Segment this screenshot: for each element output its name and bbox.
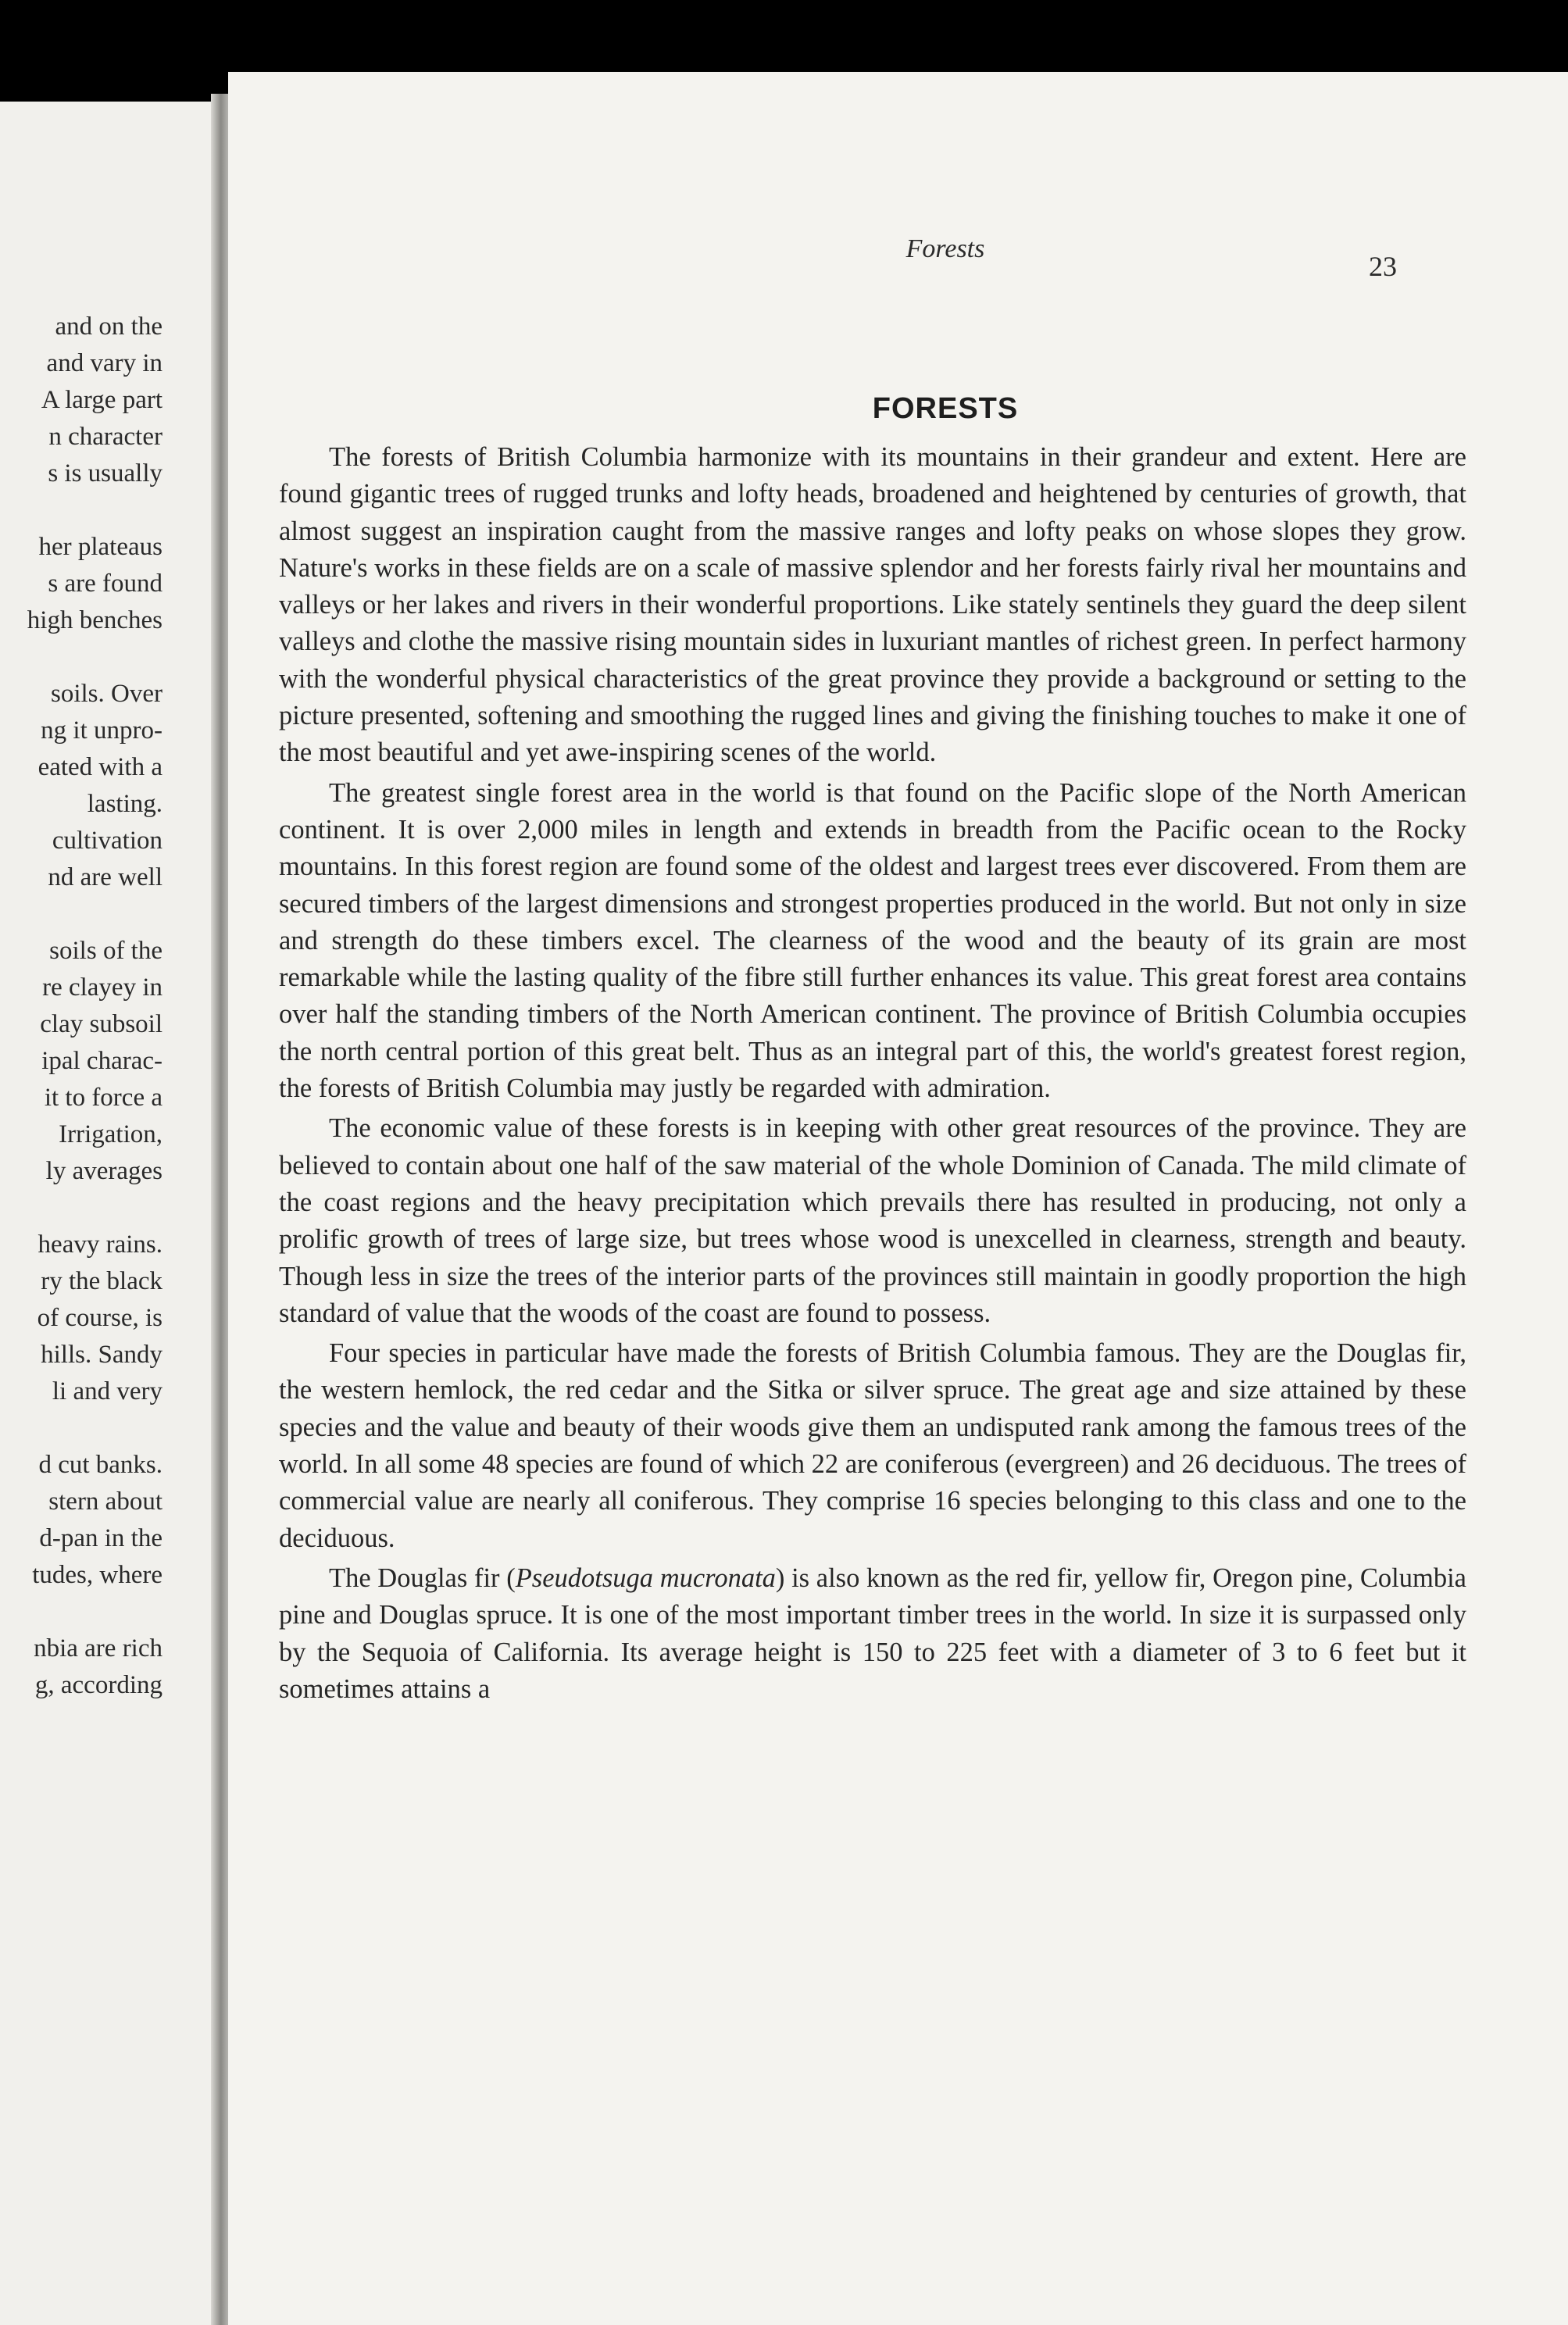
left-page-line: Irrigation,: [59, 1120, 163, 1148]
left-page-line: her plateaus: [38, 533, 163, 561]
left-page-line: d-pan in the: [39, 1524, 163, 1552]
left-page: [0, 102, 217, 2325]
running-head: Forests: [905, 234, 985, 263]
left-page-line: ipal charac-: [41, 1047, 163, 1075]
paragraph: The forests of British Columbia harmonize with its mountains in their grandeur and extent. Here are found gigantic trees of rugged trunks and lofty heads, broadened and heightened by centuries of growth, that almost suggest an inspiration caught from the massive ranges and lofty peaks on whose slopes they grow. Nature's works in these fields are on a scale of massive splendor and her forests fairly rival her mountains and valleys or her lakes and rivers in their wonderful proportions. Like stately sentinels they guard the deep silent valleys and clothe the massive rising mountain sides in luxuriant mantles of richest green. In perfect harmony with the wonderful physical characteristics of the great province they provide a background or setting to the picture presented, softening and smoothing the rugged lines and giving the finishing touches to make it one of the most beautiful and yet awe-inspiring scenes of the world.: [279, 442, 1466, 768]
left-page-line: g, according: [34, 1671, 163, 1699]
paragraph-douglas-fir: [279, 1560, 1466, 1708]
paragraph-text: ) is also known as the red fir, yellow fir, Oregon pine, Columbia pine and Douglas spruce. It is one of the most important timber trees in the world. In size it is surpassed only by the Sequoia of California. Its average height is 150 to 225 feet with a diameter of 3 to 6 feet but it sometimes attains a: [279, 1562, 1466, 1704]
left-page-line: of course, is: [37, 1304, 163, 1332]
left-page-line: heavy rains.: [38, 1230, 163, 1259]
left-page-line: ly averages: [45, 1157, 163, 1185]
article-body: [279, 439, 1466, 1711]
paragraph-text: The Douglas fir (: [329, 1562, 516, 1593]
left-page-line: soils. Over: [51, 680, 163, 708]
left-page-line: nd are well: [48, 863, 163, 891]
left-page-line: s are found: [48, 570, 163, 598]
paragraph: The greatest single forest area in the world is that found on the Pacific slope of the North American continent. It is over 2,000 miles in length and extends in breadth from the Pacific ocean to the Rocky mountains. In this forest region are found some of the oldest and largest trees ever discovered. From them are secured timbers of the largest dimensions and strongest properties produced in the world. But not only in size and strength do these timbers excel. The clearness of the wood and the beauty of its grain are most remarkable while the lasting quality of the fibre still further enhances its value. This great forest area contains over half the standing timbers of the North American continent. The province of British Columbia occupies the north central portion of this great belt. Thus as an integral part of this, the world's greatest forest region, the forests of British Columbia may justly be regarded with admiration.: [279, 777, 1466, 1104]
left-page-line: d cut banks.: [38, 1451, 163, 1479]
left-page-line: soils of the: [49, 937, 163, 965]
left-page-line: s is usually: [48, 459, 163, 488]
left-page-line: hills. Sandy: [41, 1341, 163, 1369]
species-name: Pseudotsuga mucronata: [515, 1562, 776, 1593]
left-page-line: lasting.: [87, 790, 163, 818]
left-page-line: tudes, where: [32, 1561, 163, 1589]
left-page-line: cultivation: [52, 827, 163, 855]
left-page-line: ry the black: [41, 1267, 163, 1295]
left-page-line: it to force a: [44, 1084, 163, 1112]
left-page-line: n character: [48, 423, 163, 451]
left-page-line: high benches: [27, 606, 163, 634]
page-number: 23: [1369, 251, 1397, 282]
left-page-line: A large part: [41, 386, 163, 414]
left-page-line: clay subsoil: [40, 1010, 163, 1038]
paragraph: The economic value of these forests is in keeping with other great resources of the province. They are believed to contain about one half of the saw material of the whole Dominion of Canada. The mild climate of the coast regions and the heavy precipitation which prevails there has resulted in producing, not only a prolific growth of trees of large size, but trees whose wood is unexcelled in clearness, strength and beauty. Though less in size the trees of the interior parts of the provinces still maintain in goodly proportion the high standard of value that the woods of the coast are found to possess.: [279, 1113, 1466, 1328]
left-page-line: and on the: [55, 312, 163, 341]
left-page-line: li and very: [52, 1377, 163, 1405]
right-page: [228, 72, 1568, 2325]
left-page-line: stern about: [48, 1488, 163, 1516]
page-title: FORESTS: [872, 392, 1019, 425]
left-page-line: eated with a: [38, 753, 163, 781]
left-page-line: re clayey in: [42, 973, 163, 1002]
paragraph: Four species in particular have made the forests of British Columbia famous. They are the Douglas fir, the western hemlock, the red cedar and the Sitka or silver spruce. The great age and size attained by these species and the value and beauty of their woods give them an undisputed rank among the famous trees of the world. In all some 48 species are found of which 22 are coniferous (evergreen) and 26 deciduous. The trees of commercial value are nearly all coniferous. They comprise 16 species belonging to this class and one to the deciduous.: [279, 1338, 1466, 1553]
left-page-line: nbia are rich: [34, 1634, 163, 1662]
left-page-line: and vary in: [46, 349, 163, 377]
left-page-line: ng it unpro-: [41, 716, 163, 745]
